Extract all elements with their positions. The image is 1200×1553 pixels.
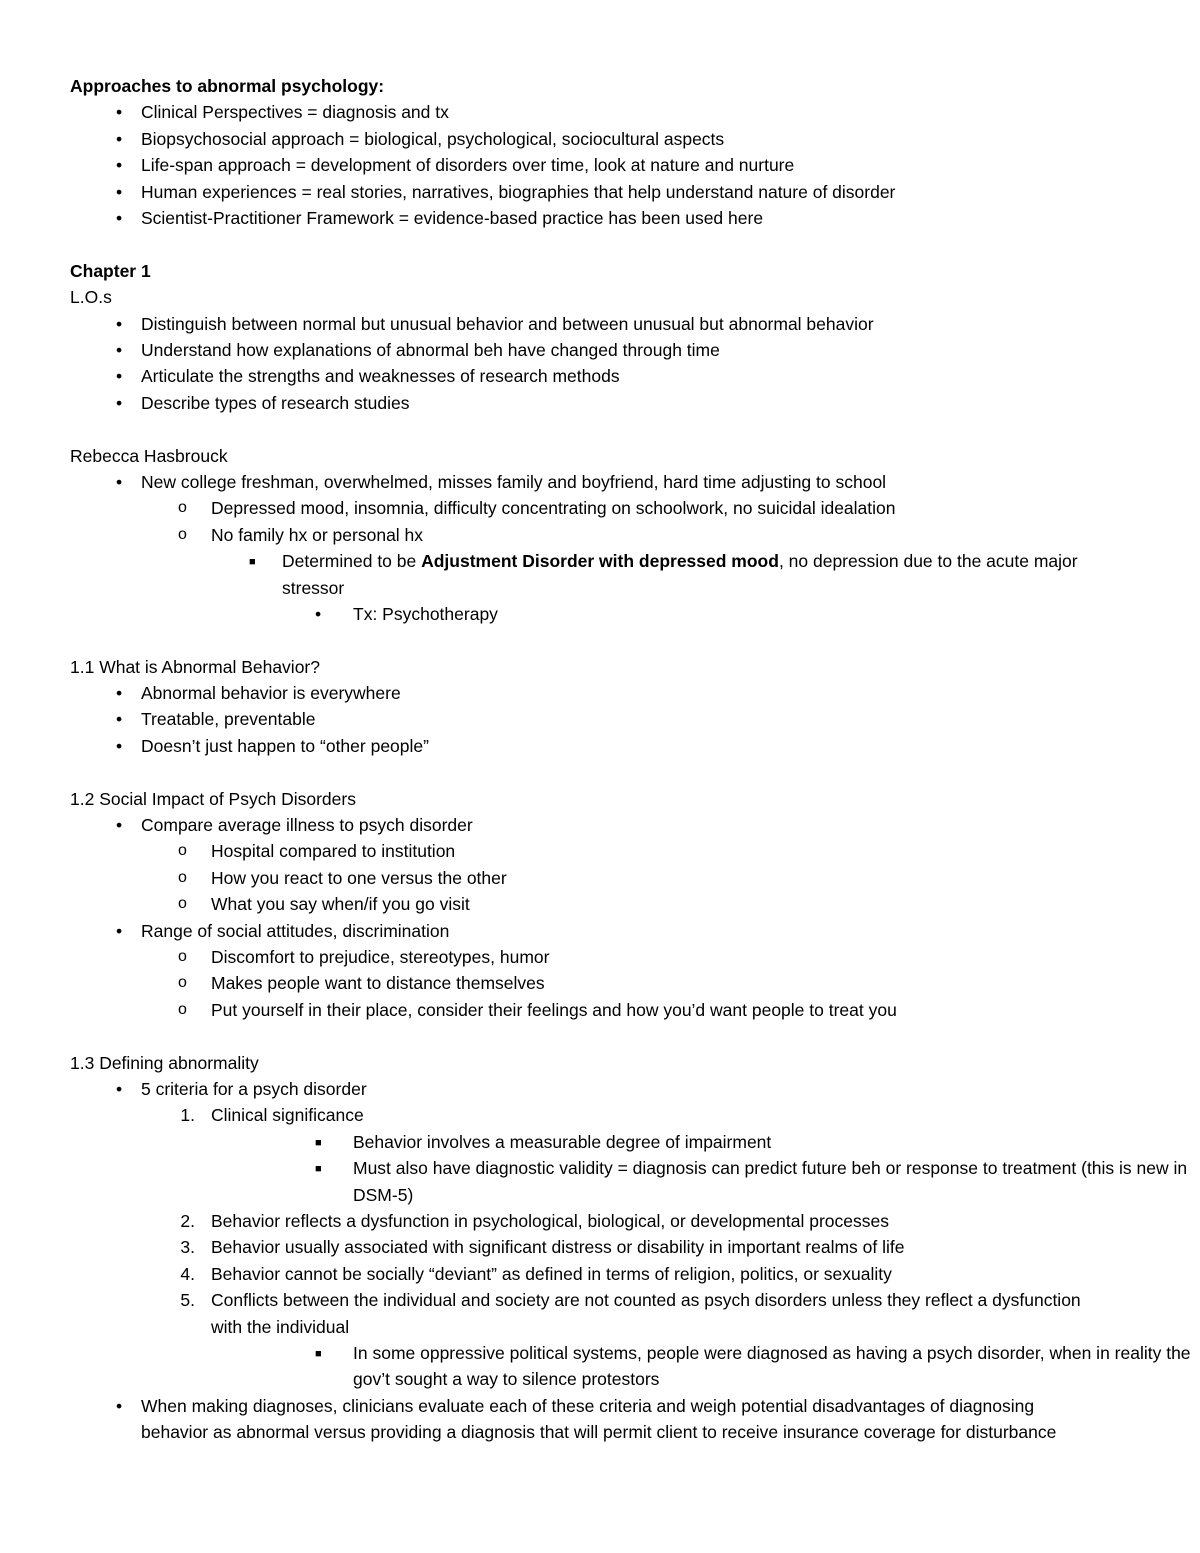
square-bullet-icon: ■: [315, 1136, 322, 1149]
list-item: • Distinguish between normal but unusual behavior and between unusual but abnormal behavior: [70, 311, 1130, 337]
list-item: • Understand how explanations of abnormal beh have changed through time: [70, 337, 1130, 363]
bullet-icon: •: [116, 366, 123, 387]
los-label: L.O.s: [70, 287, 112, 308]
bullet-icon: •: [116, 155, 123, 176]
chapter-heading: Chapter 1: [70, 260, 151, 281]
list-item: o What you say when/if you go visit: [70, 891, 1130, 917]
criteria-number: 4.: [180, 1263, 195, 1284]
criteria-item: 2. Behavior reflects a dysfunction in psychological, biological, or developmental processes: [70, 1208, 1130, 1234]
list-item: • Articulate the strengths and weaknesses of research methods: [70, 363, 1130, 389]
bullet-icon: •: [315, 603, 322, 624]
criteria-number: 5.: [180, 1290, 195, 1311]
bullet-icon: •: [116, 1395, 123, 1416]
list-item: • Clinical Perspectives = diagnosis and tx: [70, 99, 1130, 125]
bullet-icon: •: [116, 392, 123, 413]
list-item: o Hospital compared to institution: [70, 838, 1130, 864]
square-bullet-icon: ■: [315, 1347, 322, 1360]
bullet-icon: •: [116, 471, 123, 492]
criteria-item: 3. Behavior usually associated with significant distress or disability in important realms of life: [70, 1234, 1130, 1260]
circle-bullet-icon: o: [178, 525, 187, 543]
bullet-icon: •: [116, 128, 123, 149]
circle-bullet-icon: o: [178, 895, 187, 913]
list-item: ■ Behavior involves a measurable degree of impairment: [70, 1129, 1130, 1155]
bullet-icon: •: [116, 181, 123, 202]
list-item: o How you react to one versus the other: [70, 865, 1130, 891]
list-item: o Discomfort to prejudice, stereotypes, humor: [70, 944, 1130, 970]
circle-bullet-icon: o: [178, 974, 187, 992]
list-item: • 5 criteria for a psych disorder: [70, 1076, 1130, 1102]
circle-bullet-icon: o: [178, 1000, 187, 1018]
section-heading-1-2: 1.2 Social Impact of Psych Disorders: [70, 788, 356, 809]
list-item: • New college freshman, overwhelmed, misses family and boyfriend, hard time adjusting to school: [70, 469, 1130, 495]
list-item: o No family hx or personal hx: [70, 522, 1130, 548]
list-item: o Depressed mood, insomnia, difficulty concentrating on schoolwork, no suicidal idealation: [70, 495, 1130, 521]
bullet-icon: •: [116, 102, 123, 123]
bullet-icon: •: [116, 920, 123, 941]
square-bullet-icon: ■: [315, 1163, 322, 1176]
square-bullet-icon: ■: [249, 556, 256, 569]
circle-bullet-icon: o: [178, 499, 187, 517]
bullet-icon: •: [116, 207, 123, 228]
list-item: • Life-span approach = development of disorders over time, look at nature and nurture: [70, 152, 1130, 178]
list-item: • Human experiences = real stories, narratives, biographies that help understand nature of disorder: [70, 179, 1130, 205]
criteria-number: 2.: [180, 1210, 195, 1231]
bullet-icon: •: [116, 815, 123, 836]
case-name: Rebecca Hasbrouck: [70, 445, 228, 466]
list-item: ■ Must also have diagnostic validity = diagnosis can predict future beh or response to treatment (this is new in DSM-5): [315, 1158, 1188, 1205]
criteria-item: 5. Conflicts between the individual and society are not counted as psych disorders unless they reflect a dysfunction with the individual: [70, 1287, 1130, 1340]
criteria-number: 1.: [180, 1105, 195, 1126]
list-item: • Doesn’t just happen to “other people”: [70, 733, 1130, 759]
list-item: • Scientist-Practitioner Framework = evidence-based practice has been used here: [70, 205, 1130, 231]
list-item: [70, 548, 1130, 601]
section-heading-1-1: 1.1 What is Abnormal Behavior?: [70, 656, 320, 677]
section-heading-1-3: 1.3 Defining abnormality: [70, 1052, 259, 1073]
list-item: • Describe types of research studies: [70, 390, 1130, 416]
list-item: o Put yourself in their place, consider their feelings and how you’d want people to treat you: [70, 997, 1130, 1023]
list-item: ■ In some oppressive political systems, people were diagnosed as having a psych disorder, when in reality the gov’t sought a way to silence protestors: [315, 1342, 1191, 1390]
criteria-item: 1. Clinical significance: [70, 1102, 1130, 1128]
list-item: • Tx: Psychotherapy: [70, 601, 1130, 627]
criteria-number: 3.: [180, 1237, 195, 1258]
circle-bullet-icon: o: [178, 868, 187, 886]
determined-text: Determined to be Adjustment Disorder with depressed mood, no depression due to the acute major stressor: [282, 551, 1078, 598]
bullet-icon: •: [116, 339, 123, 360]
list-item: • When making diagnoses, clinicians evaluate each of these criteria and weigh potential disadvantages of diagnosing behavior as abnormal versus providing a diagnosis that will permit client to receive insurance coverage for disturbance: [70, 1393, 1130, 1472]
list-item: o Makes people want to distance themselves: [70, 970, 1130, 996]
bullet-icon: •: [116, 313, 123, 334]
bullet-icon: •: [116, 709, 123, 730]
circle-bullet-icon: o: [178, 842, 187, 860]
list-item: • Biopsychosocial approach = biological, psychological, sociocultural aspects: [70, 126, 1130, 152]
list-item: • Compare average illness to psych disorder: [70, 812, 1130, 838]
bullet-icon: •: [116, 683, 123, 704]
circle-bullet-icon: o: [178, 948, 187, 965]
document-body: [70, 73, 1191, 1472]
bullet-icon: •: [116, 735, 123, 756]
section-heading-approaches: Approaches to abnormal psychology:: [70, 76, 385, 96]
list-item: • Abnormal behavior is everywhere: [70, 680, 1130, 706]
list-item: • Treatable, preventable: [70, 706, 1130, 732]
list-item: • Range of social attitudes, discrimination: [70, 918, 1130, 944]
bullet-icon: •: [116, 1078, 123, 1099]
criteria-item: 4. Behavior cannot be socially “deviant” as defined in terms of religion, politics, or sexuality: [70, 1261, 1130, 1287]
